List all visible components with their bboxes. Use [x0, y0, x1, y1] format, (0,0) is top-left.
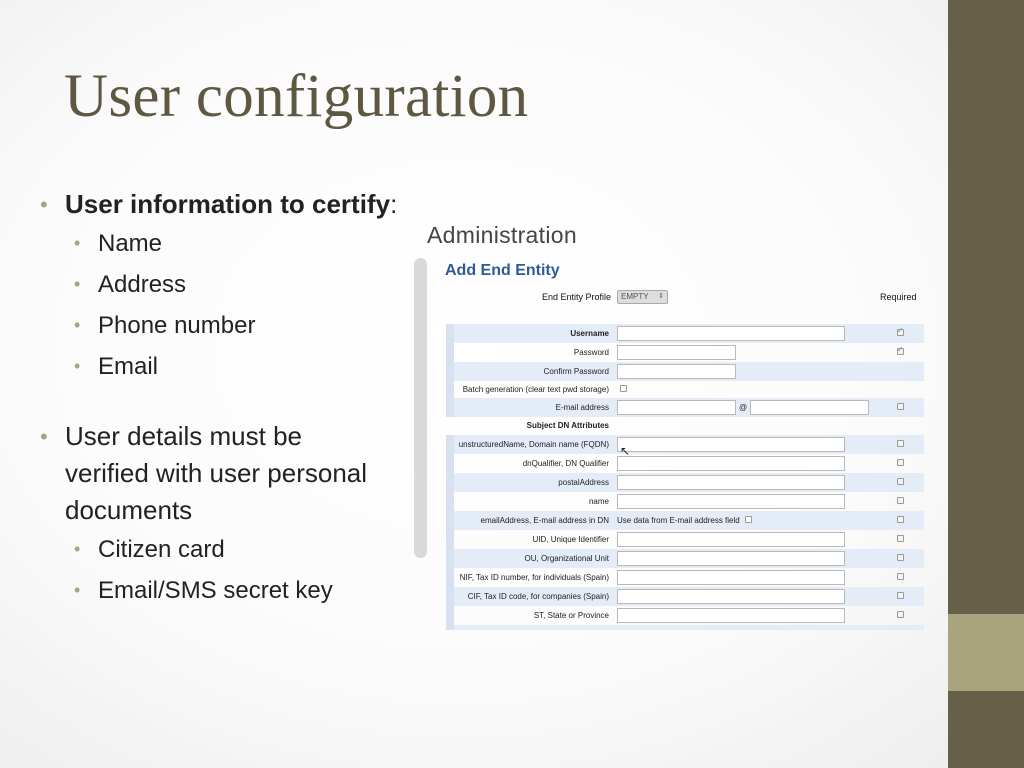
name-required-checkbox[interactable] — [897, 497, 904, 504]
ou-input[interactable] — [617, 551, 845, 566]
bullet-user-details-line3: documents — [65, 495, 193, 525]
bullet-user-details-line1: User details must be — [65, 421, 302, 451]
state-label: ST, State or Province — [533, 611, 609, 620]
state-required-checkbox[interactable] — [897, 611, 904, 618]
form-title: Add End Entity — [445, 262, 560, 279]
sub-bullet-address: • Address — [38, 264, 418, 305]
form-row-subject-dn-heading — [446, 416, 924, 435]
form-row-email-in-dn — [446, 511, 924, 530]
form-row-unstructured-name — [446, 435, 924, 454]
admin-header: Administration — [427, 222, 577, 248]
email-domain-input[interactable] — [750, 400, 869, 415]
ou-required-checkbox[interactable] — [897, 554, 904, 561]
username-input[interactable] — [617, 326, 845, 341]
email-in-dn-required-checkbox[interactable] — [897, 516, 904, 523]
unstructured-name-label: unstructuredName, Domain name (FQDN) — [458, 440, 609, 449]
email-label: E-mail address — [555, 403, 609, 412]
form-row-nif — [446, 568, 924, 587]
use-email-field-checkbox[interactable] — [745, 516, 752, 523]
username-label: Username — [570, 329, 609, 338]
form-row-cif — [446, 587, 924, 606]
email-in-dn-label: emailAddress, E-mail address in DN — [480, 516, 609, 525]
email-required-checkbox[interactable] — [897, 403, 904, 410]
profile-select[interactable] — [617, 290, 668, 304]
password-label: Password — [573, 348, 609, 357]
nif-required-checkbox[interactable] — [897, 573, 904, 580]
slide-title: User configuration — [64, 63, 529, 130]
dn-qualifier-required-checkbox[interactable] — [897, 459, 904, 466]
form-row-password — [446, 343, 924, 362]
cif-input[interactable] — [617, 589, 845, 604]
password-required-checkbox[interactable] — [897, 348, 904, 355]
form-row-partial — [446, 625, 924, 630]
cif-required-checkbox[interactable] — [897, 592, 904, 599]
unstructured-name-required-checkbox[interactable] — [897, 440, 904, 447]
postal-address-input[interactable] — [617, 475, 845, 490]
username-required-checkbox[interactable] — [897, 329, 904, 336]
uid-label: UID, Unique Identifier — [532, 535, 609, 544]
confirm-password-input[interactable] — [617, 364, 736, 379]
sub-bullet-name: • Name — [38, 223, 418, 264]
dn-qualifier-label: dnQualifier, DN Qualifier — [522, 459, 609, 468]
form-row-postal-address — [446, 473, 924, 492]
sub-bullet-email: • Email — [38, 346, 418, 387]
bullet-user-details — [38, 418, 418, 529]
form-row-ou — [446, 549, 924, 568]
uid-required-checkbox[interactable] — [897, 535, 904, 542]
subject-dn-heading: Subject DN Attributes — [526, 421, 609, 430]
nif-label: NIF, Tax ID number, for individuals (Spain) — [459, 573, 609, 582]
form-row-name — [446, 492, 924, 511]
required-header: Required — [880, 292, 917, 302]
postal-address-required-checkbox[interactable] — [897, 478, 904, 485]
postal-address-label: postalAddress — [558, 478, 609, 487]
name-input[interactable] — [617, 494, 845, 509]
sub-bullet-secret-key: • Email/SMS secret key — [38, 570, 418, 611]
ou-label: OU, Organizational Unit — [524, 554, 609, 563]
nif-input[interactable] — [617, 570, 845, 585]
use-email-field-text: Use data from E-mail address field — [617, 516, 740, 525]
sub-bullet-phone: • Phone number — [38, 305, 418, 346]
form-row-dn-qualifier — [446, 454, 924, 473]
email-at-sign: @ — [739, 403, 748, 412]
uid-input[interactable] — [617, 532, 845, 547]
form-row-uid — [446, 530, 924, 549]
dn-qualifier-input[interactable] — [617, 456, 845, 471]
profile-select-value: EMPTY — [621, 292, 649, 301]
bullet-user-information-text: User information to certify — [65, 189, 391, 219]
form-row-username — [446, 324, 924, 343]
confirm-password-label: Confirm Password — [543, 367, 609, 376]
cif-label: CIF, Tax ID code, for companies (Spain) — [467, 592, 609, 601]
form-row-state — [446, 606, 924, 625]
state-input[interactable] — [617, 608, 845, 623]
mouse-cursor-icon: ↖ — [620, 444, 631, 458]
form-row-confirm-password — [446, 362, 924, 381]
name-label: name — [588, 497, 609, 506]
batch-generation-checkbox[interactable] — [620, 385, 627, 392]
bullet-list — [38, 186, 418, 611]
email-user-input[interactable] — [617, 400, 736, 415]
batch-generation-label: Batch generation (clear text pwd storage) — [462, 385, 609, 394]
bullet-user-information — [38, 186, 418, 223]
form-row-batch-generation — [446, 380, 924, 399]
unstructured-name-input[interactable] — [617, 437, 845, 452]
sub-bullet-citizen-card: • Citizen card — [38, 529, 418, 570]
scrollbar[interactable] — [414, 258, 427, 558]
select-arrows-icon: ⇕ — [658, 293, 664, 300]
password-input[interactable] — [617, 345, 736, 360]
add-end-entity-panel — [440, 258, 926, 630]
bullet-user-details-line2: verified with user personal — [65, 458, 368, 488]
bullet-colon: : — [390, 189, 398, 219]
form-row-email — [446, 398, 924, 417]
profile-label: End Entity Profile — [541, 292, 611, 302]
decorative-side-accent — [948, 614, 1024, 691]
